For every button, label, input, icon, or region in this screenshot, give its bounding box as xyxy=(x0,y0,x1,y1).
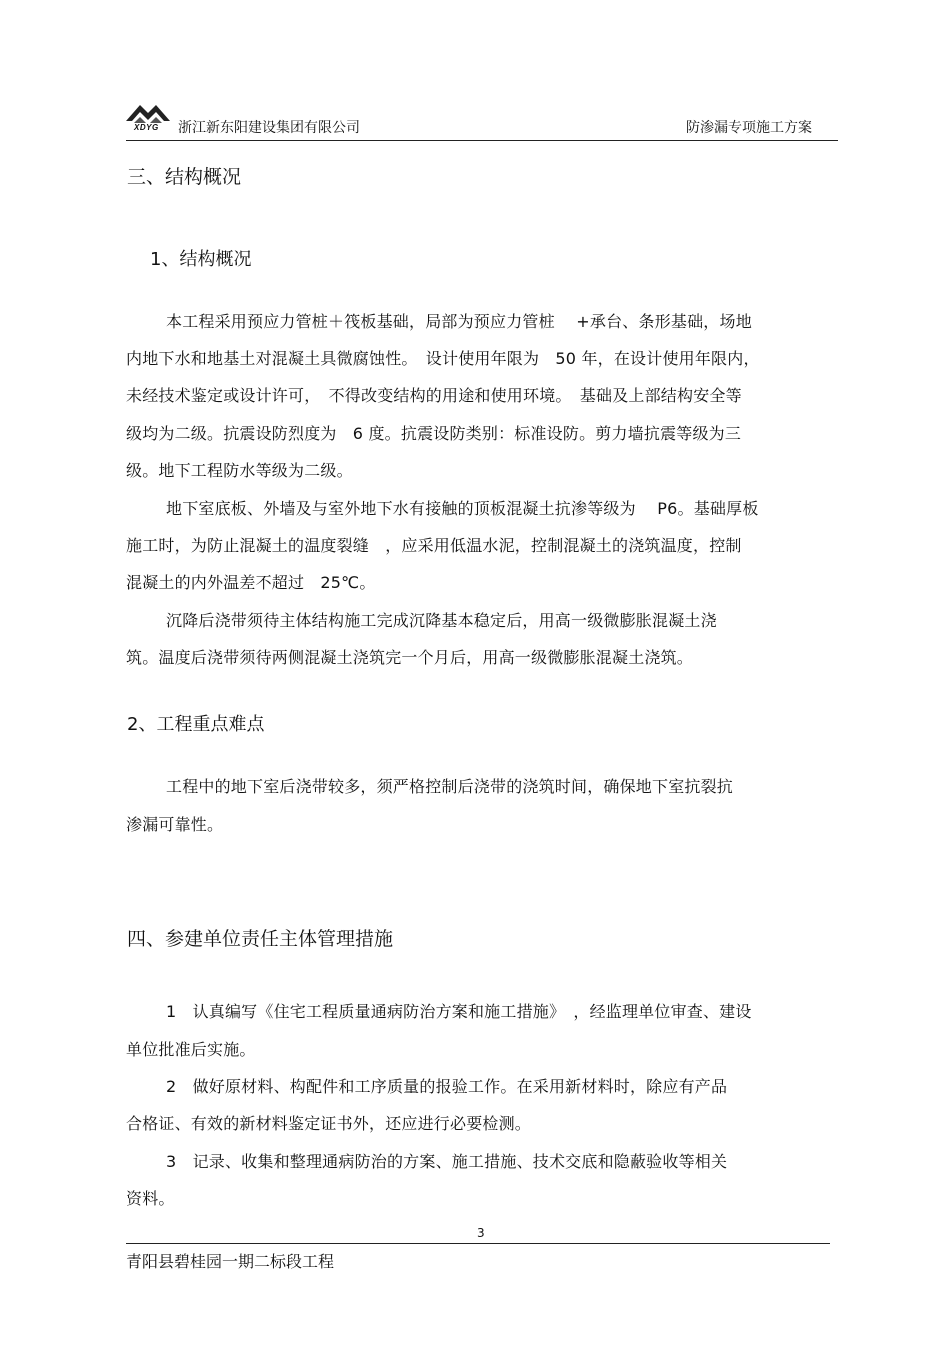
paragraph-line: 1 认真编写《住宅工程质量通病防治方案和施工措施》 ，经监理单位审查、建设 xyxy=(166,1002,752,1021)
section-4-title: 四、参建单位责任主体管理措施 xyxy=(127,928,394,950)
paragraph-line: 地下室底板、外墙及与室外地下水有接触的顶板混凝土抗渗等级为 P6。基础厚板 xyxy=(166,499,759,518)
paragraph-line: 施工时，为防止混凝土的温度裂缝 ，应采用低温水泥，控制混凝土的浇筑温度，控制 xyxy=(126,536,742,555)
paragraph-line: 资料。 xyxy=(126,1189,175,1208)
document-title: 防渗漏专项施工方案 xyxy=(686,120,812,136)
subsection-2-title: 2、工程重点难点 xyxy=(127,714,265,735)
logo-text: XDYG xyxy=(134,123,159,132)
footer-rule xyxy=(126,1243,830,1244)
paragraph-line: 渗漏可靠性。 xyxy=(126,815,224,834)
paragraph-line: 级。地下工程防水等级为二级。 xyxy=(126,461,353,480)
project-name: 青阳县碧桂园一期二标段工程 xyxy=(126,1252,335,1271)
paragraph-line: 未经技术鉴定或设计许可， 不得改变结构的用途和使用环境。 基础及上部结构安全等 xyxy=(126,386,742,405)
paragraph-line: 单位批准后实施。 xyxy=(126,1040,256,1059)
paragraph-line: 2 做好原材料、构配件和工序质量的报验工作。在采用新材料时，除应有产品 xyxy=(166,1077,728,1096)
subsection-1-title: 1、结构概况 xyxy=(150,249,252,270)
paragraph-line: 本工程采用预应力管桩＋筏板基础，局部为预应力管桩 +承台、条形基础，场地 xyxy=(166,312,752,331)
paragraph-line: 合格证、有效的新材料鉴定证书外，还应进行必要检测。 xyxy=(126,1114,532,1133)
paragraph-line: 工程中的地下室后浇带较多，须严格控制后浇带的浇筑时间，确保地下室抗裂抗 xyxy=(166,777,734,796)
paragraph-line: 沉降后浇带须待主体结构施工完成沉降基本稳定后，用高一级微膨胀混凝土浇 xyxy=(166,611,717,630)
paragraph-line: 混凝土的内外温差不超过 25℃。 xyxy=(126,573,376,592)
page-number: 3 xyxy=(477,1226,485,1240)
header-rule xyxy=(126,140,838,141)
paragraph-line: 内地下水和地基土对混凝土具微腐蚀性。 设计使用年限为 50 年，在设计使用年限内， xyxy=(126,349,760,368)
paragraph-line: 3 记录、收集和整理通病防治的方案、施工措施、技术交底和隐蔽验收等相关 xyxy=(166,1152,728,1171)
paragraph-line: 筑。温度后浇带须待两侧混凝土浇筑完一个月后，用高一级微膨胀混凝土浇筑。 xyxy=(126,648,694,667)
paragraph-line: 级均为二级。抗震设防烈度为 6 度。抗震设防类别：标准设防。剪力墙抗震等级为三 xyxy=(126,424,742,443)
section-3-title: 三、结构概况 xyxy=(127,166,242,188)
company-logo xyxy=(126,99,170,135)
company-name: 浙江新东阳建设集团有限公司 xyxy=(178,120,360,136)
